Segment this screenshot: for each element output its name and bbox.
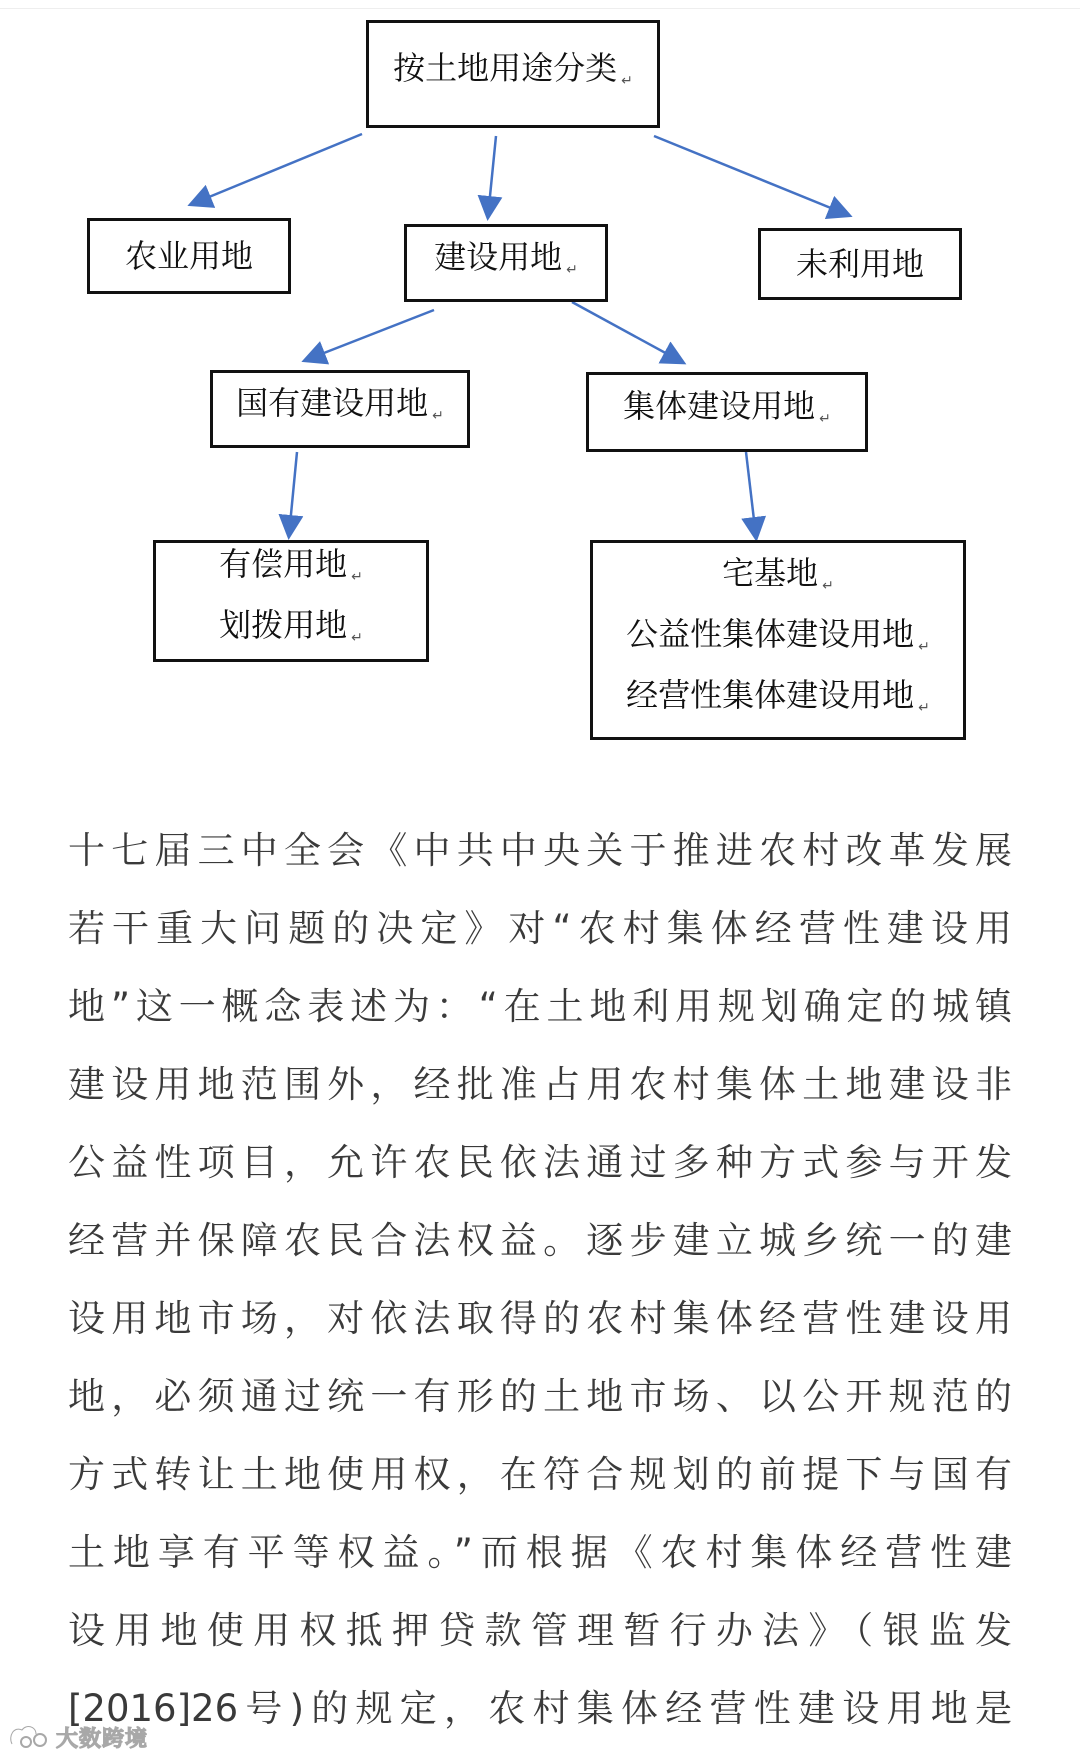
arrow-construction-to-collective xyxy=(572,302,682,362)
arrow-root-to-construction xyxy=(488,136,496,216)
arrow-collective-to-types xyxy=(746,452,756,537)
paragraph-mark: ↵ xyxy=(819,410,831,427)
collective-construction-label: 集体建设用地 xyxy=(623,386,816,425)
public-welfare-collective-label: 公益性集体建设用地 xyxy=(626,614,915,653)
text-line: 十七届三中全会《中共中央关于推进农村改革发展 xyxy=(68,829,1012,872)
construction-land-node xyxy=(404,224,608,302)
article-paragraph xyxy=(68,812,1012,1748)
paragraph-mark: ↵ xyxy=(566,261,578,278)
text-line: 地”这一概念表述为：“在土地利用规划确定的城镇 xyxy=(68,985,1012,1028)
state-land-types-node xyxy=(153,540,429,662)
homestead-label: 宅基地 xyxy=(722,553,819,592)
arrow-root-to-unused xyxy=(654,136,848,215)
root-node xyxy=(366,20,660,128)
text-line: 公益性项目，允许农民依法通过多种方式参与开发 xyxy=(68,1141,1012,1184)
state-construction-label: 国有建设用地 xyxy=(236,383,429,422)
paragraph-mark: ↵ xyxy=(432,407,444,424)
agricultural-land-node xyxy=(87,218,291,294)
arrow-state-to-types xyxy=(289,452,297,535)
collective-land-types-node xyxy=(590,540,966,740)
text-line: 经营并保障农民合法权益。逐步建立城乡统一的建 xyxy=(68,1219,1012,1262)
paid-land-label: 有偿用地 xyxy=(219,545,348,583)
text-line: 设用地使用权抵押贷款管理暂行办法》（银监发 xyxy=(68,1609,1012,1652)
collective-construction-node xyxy=(586,372,868,452)
watermark xyxy=(6,1719,148,1755)
arrow-construction-to-state xyxy=(306,310,434,360)
allocated-land-label: 划拨用地 xyxy=(219,606,348,644)
text-line: [2016]26号)的规定，农村集体经营性建设用地是 xyxy=(68,1687,1012,1730)
top-divider xyxy=(0,8,1080,9)
paragraph-mark: ↵ xyxy=(351,630,363,646)
kuajing-logo-icon xyxy=(6,1722,50,1752)
paragraph-mark: ↵ xyxy=(918,699,930,716)
text-line: 土地享有平等权益。”而根据《农村集体经营性建 xyxy=(68,1531,1012,1574)
text-line: 若干重大问题的决定》对“农村集体经营性建设用 xyxy=(68,907,1012,950)
construction-land-label: 建设用地 xyxy=(434,237,563,276)
paragraph-mark: ↵ xyxy=(621,72,633,89)
text-line: 设用地市场，对依法取得的农村集体经营性建设用 xyxy=(68,1297,1012,1340)
paragraph-mark: ↵ xyxy=(351,569,363,585)
text-line: 方式转让土地使用权，在符合规划的前提下与国有 xyxy=(68,1453,1012,1496)
commercial-collective-label: 经营性集体建设用地 xyxy=(626,675,915,714)
watermark-text: 大数跨境 xyxy=(56,1726,149,1752)
unused-land-node xyxy=(758,228,962,300)
unused-land-label: 未利用地 xyxy=(795,245,924,283)
paragraph-mark: ↵ xyxy=(918,638,930,655)
paragraph-mark: ↵ xyxy=(822,577,834,594)
arrow-root-to-agricultural xyxy=(192,134,362,204)
agricultural-land-label: 农业用地 xyxy=(124,237,253,275)
state-construction-node xyxy=(210,370,470,448)
text-line: 建设用地范围外，经批准占用农村集体土地建设非 xyxy=(68,1063,1012,1106)
text-line: 地，必须通过统一有形的土地市场、以公开规范的 xyxy=(68,1375,1012,1418)
root-label: 按土地用途分类 xyxy=(393,48,618,87)
